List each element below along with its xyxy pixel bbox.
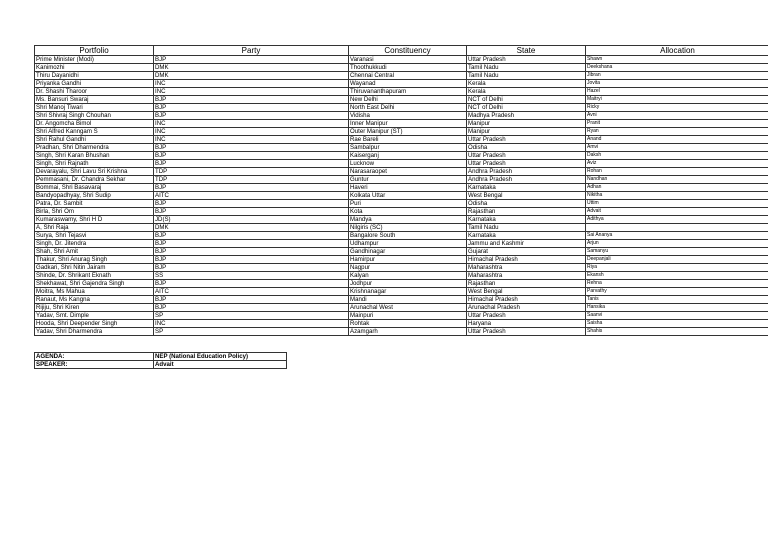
state-cell: Gujarat — [467, 248, 586, 256]
table-row — [35, 152, 768, 160]
allocation-cell: Shawn — [586, 56, 768, 64]
portfolio-cell: Thiru Dayanidhi — [35, 72, 154, 80]
allocation-cell: Avni — [586, 112, 768, 120]
party-cell: BJP — [154, 144, 349, 152]
party-cell: TDP — [154, 176, 349, 184]
table-row — [35, 136, 768, 144]
table-row — [35, 88, 768, 96]
agenda-value: NEP (National Education Policy) — [154, 353, 287, 361]
table-row — [35, 128, 768, 136]
portfolio-cell: Bandyopadhyay, Shri Sudip — [35, 192, 154, 200]
state-cell: Himachal Pradesh — [467, 256, 586, 264]
party-cell: BJP — [154, 264, 349, 272]
portfolio-cell: Yadav, Shri Dharmendra — [35, 328, 154, 336]
table-row — [35, 200, 768, 208]
party-cell: SS — [154, 272, 349, 280]
state-cell: Maharashtra — [467, 264, 586, 272]
table-row — [35, 232, 768, 240]
allocation-cell: Rohan — [586, 168, 768, 176]
constituency-cell: Kota — [349, 208, 467, 216]
table-row — [35, 320, 768, 328]
party-cell: AITC — [154, 192, 349, 200]
allocation-cell: Tanis — [586, 296, 768, 304]
constituency-cell: New Delhi — [349, 96, 467, 104]
constituency-cell: Puri — [349, 200, 467, 208]
state-cell: Haryana — [467, 320, 586, 328]
state-cell: West Bengal — [467, 192, 586, 200]
portfolio-cell: Bommai, Shri Basavaraj — [35, 184, 154, 192]
portfolio-cell: Kanimozhi — [35, 64, 154, 72]
portfolio-cell: Singh, Shri Rajnath — [35, 160, 154, 168]
table-row — [35, 216, 768, 224]
state-cell: Uttar Pradesh — [467, 160, 586, 168]
constituency-cell: Nilgiris (SC) — [349, 224, 467, 232]
constituency-cell: Rohtak — [349, 320, 467, 328]
party-cell: DMK — [154, 224, 349, 232]
allocation-cell: Nikitha — [586, 192, 768, 200]
allocation-cell: Amvi — [586, 144, 768, 152]
party-cell: BJP — [154, 200, 349, 208]
party-cell: BJP — [154, 280, 349, 288]
state-cell: Tamil Nadu — [467, 64, 586, 72]
party-cell: BJP — [154, 56, 349, 64]
table-row — [35, 184, 768, 192]
party-cell: INC — [154, 136, 349, 144]
allocation-cell: Samanyu — [586, 248, 768, 256]
table-row — [35, 80, 768, 88]
table-row — [35, 96, 768, 104]
table-row — [35, 56, 768, 64]
constituency-cell: Nagpur — [349, 264, 467, 272]
party-cell: INC — [154, 120, 349, 128]
speaker-label: SPEAKER: — [35, 361, 154, 369]
portfolio-cell: Ranaut, Ms Kangna — [35, 296, 154, 304]
portfolio-cell: Moitra, Ms Mahua — [35, 288, 154, 296]
allocation-cell: Deepanjali — [586, 256, 768, 264]
agenda-table — [34, 352, 287, 369]
constituency-cell: Rae Bareli — [349, 136, 467, 144]
state-cell: Madhya Pradesh — [467, 112, 586, 120]
table-row — [35, 160, 768, 168]
allocation-cell: Nandhan — [586, 176, 768, 184]
portfolio-cell: Priyanka Gandhi — [35, 80, 154, 88]
party-cell: BJP — [154, 256, 349, 264]
constituency-cell: North East Delhi — [349, 104, 467, 112]
portfolio-cell: Dr. Shashi Tharoor — [35, 88, 154, 96]
table-row — [35, 304, 768, 312]
portfolio-cell: Shri Rahul Gandhi — [35, 136, 154, 144]
table-row — [35, 144, 768, 152]
constituency-cell: Mainpuri — [349, 312, 467, 320]
party-cell: BJP — [154, 184, 349, 192]
constituency-cell: Thoothukkudi — [349, 64, 467, 72]
party-cell: BJP — [154, 160, 349, 168]
portfolio-cell: Thakur, Shri Anurag Singh — [35, 256, 154, 264]
state-cell: Uttar Pradesh — [467, 152, 586, 160]
allocation-cell: Jibran — [586, 72, 768, 80]
table-row — [35, 120, 768, 128]
constituency-cell: Kolkata Uttar — [349, 192, 467, 200]
party-cell: SP — [154, 312, 349, 320]
table-row — [35, 192, 768, 200]
portfolio-cell: Surya, Shri Tejasvi — [35, 232, 154, 240]
state-cell: Andhra Pradesh — [467, 176, 586, 184]
party-cell: TDP — [154, 168, 349, 176]
header-allocation: Allocation — [586, 46, 768, 56]
state-cell: Jammu and Kashmir — [467, 240, 586, 248]
portfolio-cell: Devarayalu, Shri Lavu Sri Krishna — [35, 168, 154, 176]
header-state: State — [467, 46, 586, 56]
allocation-cell: Adhan — [586, 184, 768, 192]
state-cell: Odisha — [467, 200, 586, 208]
constituency-cell: Kalyan — [349, 272, 467, 280]
state-cell: NCT of Delhi — [467, 96, 586, 104]
state-cell: Kerala — [467, 80, 586, 88]
allocation-cell: Saisha — [586, 320, 768, 328]
party-cell: BJP — [154, 104, 349, 112]
state-cell: NCT of Delhi — [467, 104, 586, 112]
table-row — [35, 280, 768, 288]
constituency-cell: Mandi — [349, 296, 467, 304]
allocation-cell: Shahis — [586, 328, 768, 336]
constituency-cell: Chennai Central — [349, 72, 467, 80]
header-portfolio: Portfolio — [35, 46, 154, 56]
state-cell: Kerala — [467, 88, 586, 96]
party-cell: BJP — [154, 304, 349, 312]
constituency-cell: Mandya — [349, 216, 467, 224]
allocation-cell: Parvathy — [586, 288, 768, 296]
allocation-cell: Ryan — [586, 128, 768, 136]
portfolio-cell: Ms. Bansuri Swaraj — [35, 96, 154, 104]
state-cell: Karnataka — [467, 184, 586, 192]
party-cell: INC — [154, 80, 349, 88]
header-party: Party — [154, 46, 349, 56]
portfolio-cell: Hooda, Shri Deepender Singh — [35, 320, 154, 328]
state-cell: Tamil Nadu — [467, 72, 586, 80]
state-cell: Maharashtra — [467, 272, 586, 280]
state-cell: Uttar Pradesh — [467, 136, 586, 144]
state-cell: Uttar Pradesh — [467, 56, 586, 64]
party-cell: BJP — [154, 208, 349, 216]
constituency-cell: Haveri — [349, 184, 467, 192]
constituency-cell: Inner Manipur — [349, 120, 467, 128]
constituency-cell: Bangalore South — [349, 232, 467, 240]
table-row — [35, 112, 768, 120]
table-row — [35, 312, 768, 320]
state-cell: Manipur — [467, 120, 586, 128]
constituency-cell: Kaiserganj — [349, 152, 467, 160]
party-cell: BJP — [154, 96, 349, 104]
allocation-cell: Saanvi — [586, 312, 768, 320]
party-cell: INC — [154, 128, 349, 136]
allocation-cell: Aviz — [586, 160, 768, 168]
state-cell: Andhra Pradesh — [467, 168, 586, 176]
table-row — [35, 248, 768, 256]
constituency-cell: Narasaraopet — [349, 168, 467, 176]
state-cell: Karnataka — [467, 232, 586, 240]
speaker-row — [35, 361, 287, 369]
party-cell: BJP — [154, 152, 349, 160]
party-cell: BJP — [154, 232, 349, 240]
state-cell: Rajasthan — [467, 208, 586, 216]
allocation-cell: Rehna — [586, 280, 768, 288]
constituency-cell: Wayanad — [349, 80, 467, 88]
portfolio-cell: A, Shri Raja — [35, 224, 154, 232]
allocation-cell: Uttim — [586, 200, 768, 208]
state-cell: West Bengal — [467, 288, 586, 296]
party-cell: SP — [154, 328, 349, 336]
constituency-cell: Hamirpur — [349, 256, 467, 264]
table-row — [35, 176, 768, 184]
constituency-cell: Arunachal West — [349, 304, 467, 312]
portfolio-cell: Patra, Dr. Sambit — [35, 200, 154, 208]
portfolio-cell: Pemmasani, Dr. Chandra Sekhar — [35, 176, 154, 184]
portfolio-cell: Prime Minister (Modi) — [35, 56, 154, 64]
constituency-cell: Varanasi — [349, 56, 467, 64]
table-row — [35, 296, 768, 304]
allocation-cell: Ekansh — [586, 272, 768, 280]
table-row — [35, 264, 768, 272]
party-cell: DMK — [154, 64, 349, 72]
portfolio-cell: Shri Shivraj Singh Chouhan — [35, 112, 154, 120]
portfolio-cell: Pradhan, Shri Dharmendra — [35, 144, 154, 152]
state-cell: Rajasthan — [467, 280, 586, 288]
allocation-cell: Advait — [586, 208, 768, 216]
state-cell: Uttar Pradesh — [467, 312, 586, 320]
allocation-cell: Hansika — [586, 304, 768, 312]
portfolio-cell: Gadkari, Shri Nitin Jairam — [35, 264, 154, 272]
constituency-cell: Thiruvananthapuram — [349, 88, 467, 96]
allocation-cell: Arjun — [586, 240, 768, 248]
table-header-row — [35, 46, 768, 56]
table-row — [35, 208, 768, 216]
constituency-cell: Guntur — [349, 176, 467, 184]
portfolio-table — [34, 45, 768, 336]
allocation-cell: Riya — [586, 264, 768, 272]
party-cell: BJP — [154, 248, 349, 256]
allocation-cell: Hazel — [586, 88, 768, 96]
portfolio-cell: Kumaraswamy, Shri H D — [35, 216, 154, 224]
constituency-cell: Udhampur — [349, 240, 467, 248]
state-cell: Manipur — [467, 128, 586, 136]
table-row — [35, 64, 768, 72]
agenda-label: AGENDA: — [35, 353, 154, 361]
agenda-row — [35, 353, 287, 361]
portfolio-cell: Singh, Shri Karan Bhushan — [35, 152, 154, 160]
portfolio-cell: Rijiju, Shri Kiren — [35, 304, 154, 312]
state-cell: Tamil Nadu — [467, 224, 586, 232]
portfolio-cell: Shah, Shri Amit — [35, 248, 154, 256]
table-row — [35, 104, 768, 112]
table-row — [35, 224, 768, 232]
portfolio-cell: Singh, Dr. Jitendra — [35, 240, 154, 248]
table-row — [35, 256, 768, 264]
table-row — [35, 288, 768, 296]
state-cell: Karnataka — [467, 216, 586, 224]
allocation-cell: Anand — [586, 136, 768, 144]
table-row — [35, 328, 768, 336]
portfolio-cell: Shinde, Dr. Shrikant Eknath — [35, 272, 154, 280]
table-body — [35, 56, 768, 336]
portfolio-cell: Yadav, Smt. Dimple — [35, 312, 154, 320]
speaker-value: Advait — [154, 361, 287, 369]
allocation-cell: Jovita — [586, 80, 768, 88]
allocation-cell: Pranit — [586, 120, 768, 128]
party-cell: JD(S) — [154, 216, 349, 224]
constituency-cell: Vidisha — [349, 112, 467, 120]
constituency-cell: Outer Manipur (ST) — [349, 128, 467, 136]
party-cell: BJP — [154, 240, 349, 248]
party-cell: BJP — [154, 112, 349, 120]
constituency-cell: Sambalpur — [349, 144, 467, 152]
party-cell: DMK — [154, 72, 349, 80]
portfolio-cell: Dr. Angomcha Bimol — [35, 120, 154, 128]
allocation-cell — [586, 224, 768, 232]
table-row — [35, 240, 768, 248]
portfolio-cell: Shri Manoj Tiwari — [35, 104, 154, 112]
table-row — [35, 272, 768, 280]
table-row — [35, 72, 768, 80]
state-cell: Odisha — [467, 144, 586, 152]
allocation-cell: Daksh — [586, 152, 768, 160]
state-cell: Arunachal Pradesh — [467, 304, 586, 312]
constituency-cell: Azamgarh — [349, 328, 467, 336]
table-row — [35, 168, 768, 176]
allocation-cell: Maitryi — [586, 96, 768, 104]
portfolio-cell: Birla, Shri Om — [35, 208, 154, 216]
party-cell: INC — [154, 88, 349, 96]
state-cell: Uttar Pradesh — [467, 328, 586, 336]
portfolio-cell: Shekhawat, Shri Gajendra Singh — [35, 280, 154, 288]
allocation-cell: Ricky — [586, 104, 768, 112]
portfolio-cell: Shri Alfred Kanngam S — [35, 128, 154, 136]
allocation-cell: Adithya — [586, 216, 768, 224]
constituency-cell: Lucknow — [349, 160, 467, 168]
party-cell: BJP — [154, 296, 349, 304]
allocation-cell: Sai Ananya — [586, 232, 768, 240]
header-constituency: Constituency — [349, 46, 467, 56]
party-cell: AITC — [154, 288, 349, 296]
constituency-cell: Krishnanagar — [349, 288, 467, 296]
party-cell: INC — [154, 320, 349, 328]
state-cell: Himachal Pradesh — [467, 296, 586, 304]
allocation-cell: Deekshana — [586, 64, 768, 72]
constituency-cell: Jodhpur — [349, 280, 467, 288]
constituency-cell: Gandhinagar — [349, 248, 467, 256]
